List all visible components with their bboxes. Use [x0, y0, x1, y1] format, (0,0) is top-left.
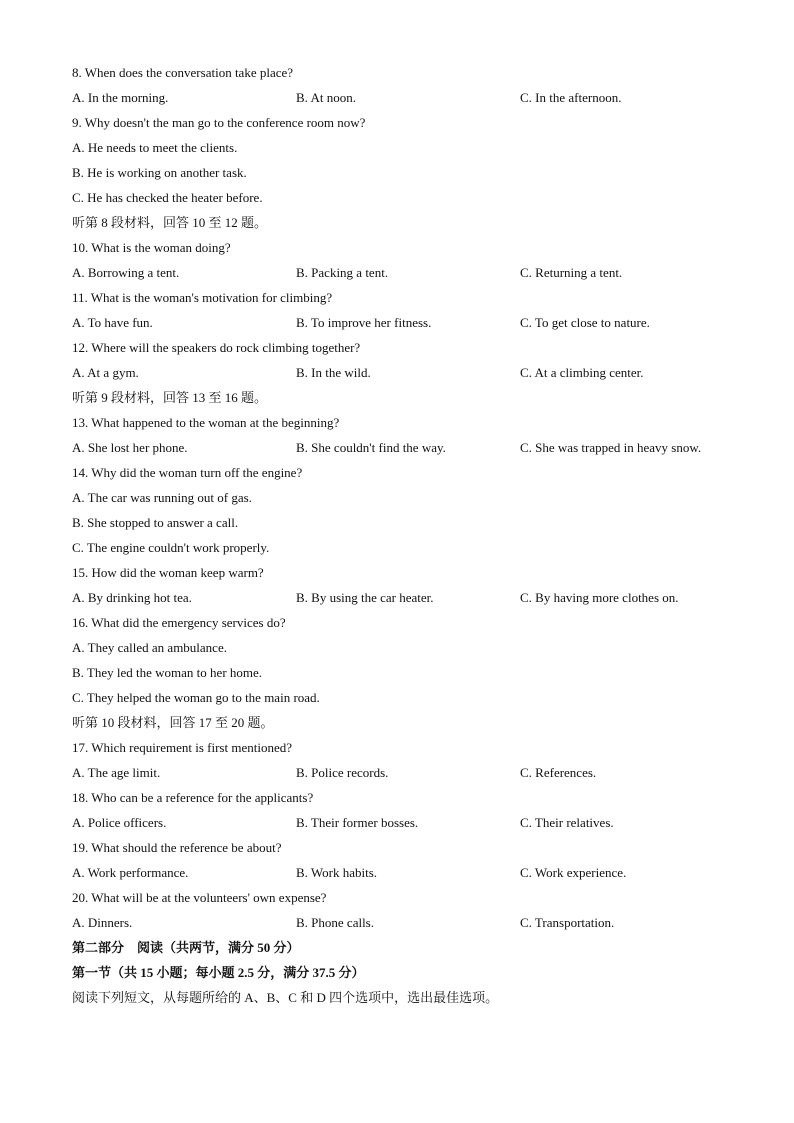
section-heading: 第二部分 阅读（共两节，满分 50 分） [72, 940, 300, 955]
instruction-text: 阅读下列短文，从每题所给的 A、B、C 和 D 四个选项中，选出最佳选项。 [72, 990, 499, 1005]
answer-option: B. Packing a tent. [296, 265, 389, 280]
answer-option: A. Borrowing a tent. [72, 265, 180, 280]
answer-option: A. At a gym. [72, 365, 139, 380]
answer-option: C. References. [520, 765, 597, 780]
question-text: 16. What did the emergency services do? [72, 615, 286, 630]
answer-option: C. They helped the woman go to the main road. [72, 690, 320, 705]
answer-option: A. To have fun. [72, 315, 153, 330]
section-heading: 第一节（共 15 小题；每小题 2.5 分，满分 37.5 分） [72, 965, 365, 980]
question-text: 10. What is the woman doing? [72, 240, 231, 255]
instruction-text: 听第 9 段材料，回答 13 至 16 题。 [72, 390, 268, 405]
answer-option: B. At noon. [296, 90, 356, 105]
answer-option: B. They led the woman to her home. [72, 665, 263, 680]
answer-option: B. She couldn't find the way. [296, 440, 446, 455]
instruction-text: 听第 10 段材料，回答 17 至 20 题。 [72, 715, 274, 730]
answer-option: C. She was trapped in heavy snow. [520, 440, 702, 455]
answer-option: A. He needs to meet the clients. [72, 140, 238, 155]
answer-option: A. The age limit. [72, 765, 161, 780]
answer-option: B. Their former bosses. [296, 815, 419, 830]
answer-option: A. They called an ambulance. [72, 640, 227, 655]
answer-option: C. He has checked the heater before. [72, 190, 263, 205]
question-text: 12. Where will the speakers do rock climbing together? [72, 340, 361, 355]
answer-option: B. Police records. [296, 765, 389, 780]
answer-option: B. Work habits. [296, 865, 378, 880]
answer-option: A. Work performance. [72, 865, 189, 880]
instruction-text: 听第 8 段材料，回答 10 至 12 题。 [72, 215, 268, 230]
answer-option: B. She stopped to answer a call. [72, 515, 239, 530]
answer-option: B. He is working on another task. [72, 165, 247, 180]
answer-option: A. The car was running out of gas. [72, 490, 252, 505]
question-text: 20. What will be at the volunteers' own expense? [72, 890, 327, 905]
answer-option: C. Work experience. [520, 865, 627, 880]
question-text: 9. Why doesn't the man go to the conference room now? [72, 115, 366, 130]
answer-option: A. In the morning. [72, 90, 169, 105]
question-text: 18. Who can be a reference for the applicants? [72, 790, 314, 805]
answer-option: C. In the afternoon. [520, 90, 622, 105]
question-text: 13. What happened to the woman at the beginning? [72, 415, 340, 430]
answer-option: A. Police officers. [72, 815, 167, 830]
question-text: 14. Why did the woman turn off the engine? [72, 465, 303, 480]
answer-option: B. Phone calls. [296, 915, 374, 930]
answer-option: B. By using the car heater. [296, 590, 434, 605]
answer-option: B. In the wild. [296, 365, 371, 380]
answer-option: C. To get close to nature. [520, 315, 650, 330]
answer-option: A. Dinners. [72, 915, 133, 930]
answer-option: A. By drinking hot tea. [72, 590, 192, 605]
question-text: 19. What should the reference be about? [72, 840, 282, 855]
answer-option: C. At a climbing center. [520, 365, 644, 380]
answer-option: C. The engine couldn't work properly. [72, 540, 270, 555]
answer-option: C. Transportation. [520, 915, 615, 930]
answer-option: C. Returning a tent. [520, 265, 623, 280]
question-text: 8. When does the conversation take place? [72, 65, 294, 80]
answer-option: C. By having more clothes on. [520, 590, 679, 605]
question-text: 17. Which requirement is first mentioned? [72, 740, 292, 755]
question-text: 11. What is the woman's motivation for climbing? [72, 290, 333, 305]
question-text: 15. How did the woman keep warm? [72, 565, 264, 580]
answer-option: C. Their relatives. [520, 815, 614, 830]
answer-option: A. She lost her phone. [72, 440, 188, 455]
answer-option: B. To improve her fitness. [296, 315, 432, 330]
